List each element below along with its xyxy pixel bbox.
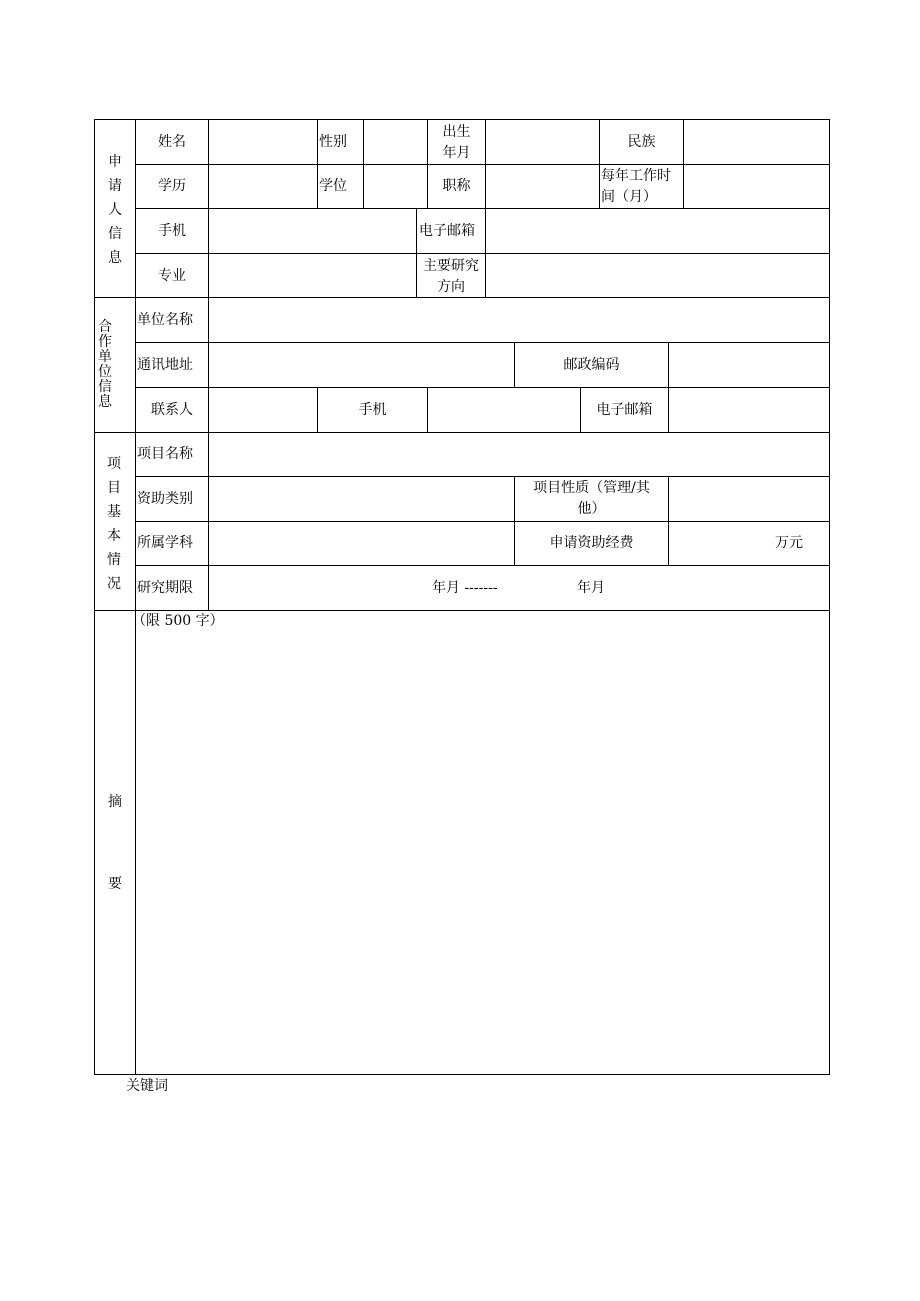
major-field[interactable]	[209, 254, 416, 297]
section-title-partner	[85, 320, 125, 410]
section-title-char: 请	[108, 178, 122, 194]
phone-label: 手机	[158, 223, 186, 239]
phone-field[interactable]	[209, 209, 416, 253]
project-nature-label-line2: 他）	[577, 501, 606, 517]
email-label: 电子邮箱	[419, 223, 475, 239]
postcode-label: 邮政编码	[563, 357, 620, 373]
title-label: 职称	[442, 178, 471, 194]
ethnicity-label: 民族	[627, 134, 656, 150]
degree-field[interactable]	[364, 165, 427, 208]
work-time-label-line1: 每年工作时	[601, 168, 671, 184]
project-name-label: 项目名称	[137, 446, 193, 462]
education-label: 学历	[158, 178, 186, 194]
postcode-field[interactable]	[669, 343, 829, 387]
birth-label-line2: 年月	[442, 145, 471, 161]
abstract-title-char: 要	[108, 876, 122, 892]
partner-email-field[interactable]	[669, 388, 829, 432]
professional-title-field[interactable]	[486, 165, 599, 208]
abstract-hint: （限 500 字）	[132, 613, 224, 629]
section-title-char: 作	[98, 334, 112, 350]
section-title-char: 况	[107, 576, 121, 592]
address-label: 通讯地址	[137, 357, 193, 373]
section-title-char: 息	[98, 394, 112, 410]
education-field[interactable]	[209, 165, 317, 208]
project-name-field[interactable]	[209, 433, 829, 476]
col-divider	[317, 119, 318, 208]
section-title-char: 申	[108, 154, 122, 170]
partner-phone-field[interactable]	[428, 388, 580, 432]
section-title-char: 合	[98, 319, 112, 335]
funding-unit-label: 万元	[775, 535, 803, 551]
funding-type-field[interactable]	[209, 477, 514, 521]
discipline-label: 所属学科	[137, 535, 193, 551]
name-label: 姓名	[158, 134, 186, 150]
section-title-char: 息	[108, 250, 122, 266]
address-field[interactable]	[209, 343, 514, 387]
contact-field[interactable]	[209, 388, 317, 432]
birth-date-field[interactable]	[486, 120, 599, 164]
period-start-field[interactable]	[209, 566, 429, 610]
research-label-line1: 主要研究	[423, 258, 479, 274]
work-time-label-line2: 间（月）	[601, 189, 657, 205]
discipline-field[interactable]	[209, 522, 514, 565]
period-end-field[interactable]	[522, 566, 576, 610]
section-title-char: 目	[107, 480, 121, 496]
section-title-char: 情	[107, 552, 121, 568]
org-name-field[interactable]	[209, 298, 829, 342]
research-label-line2: 方向	[437, 279, 465, 295]
birth-label-line1: 出生	[442, 124, 471, 140]
funding-type-label: 资助类别	[137, 491, 193, 507]
gender-field[interactable]	[364, 120, 427, 164]
section-title-applicant	[95, 150, 135, 270]
section-title-char: 单	[98, 349, 112, 365]
period-start-unit: 年月 -------	[432, 580, 498, 596]
research-direction-field[interactable]	[486, 254, 829, 297]
name-field[interactable]	[209, 120, 317, 164]
degree-label: 学位	[319, 178, 347, 194]
abstract-textarea[interactable]	[136, 632, 829, 1074]
table-bottom-border	[94, 1074, 830, 1075]
keywords-label: 关键词	[126, 1078, 168, 1094]
section-title-project	[94, 452, 134, 596]
section-title-char: 项	[107, 456, 121, 472]
gender-label: 性别	[319, 134, 347, 150]
abstract-title-char: 摘	[108, 794, 122, 810]
project-nature-field[interactable]	[669, 477, 829, 521]
ethnicity-field[interactable]	[684, 120, 829, 164]
period-end-unit: 年月	[577, 580, 605, 596]
org-name-label: 单位名称	[137, 312, 193, 328]
partner-email-label: 电子邮箱	[596, 402, 653, 418]
section-title-char: 人	[108, 202, 122, 218]
section-title-char: 信	[98, 379, 112, 395]
section-title-char: 信	[108, 226, 122, 242]
section-title-char: 基	[107, 504, 121, 520]
project-nature-label-line1: 项目性质（管理/其	[533, 480, 650, 496]
section-title-char: 位	[98, 364, 112, 380]
table-right-border	[829, 119, 830, 1075]
contact-label: 联系人	[151, 402, 193, 418]
partner-phone-label: 手机	[358, 402, 387, 418]
major-label: 专业	[158, 268, 186, 284]
email-field[interactable]	[486, 209, 829, 253]
funding-amount-label: 申请资助经费	[549, 535, 634, 551]
funding-amount-field[interactable]	[669, 522, 769, 565]
period-label: 研究期限	[137, 580, 193, 596]
work-time-field[interactable]	[684, 165, 829, 208]
section-title-char: 本	[107, 528, 121, 544]
